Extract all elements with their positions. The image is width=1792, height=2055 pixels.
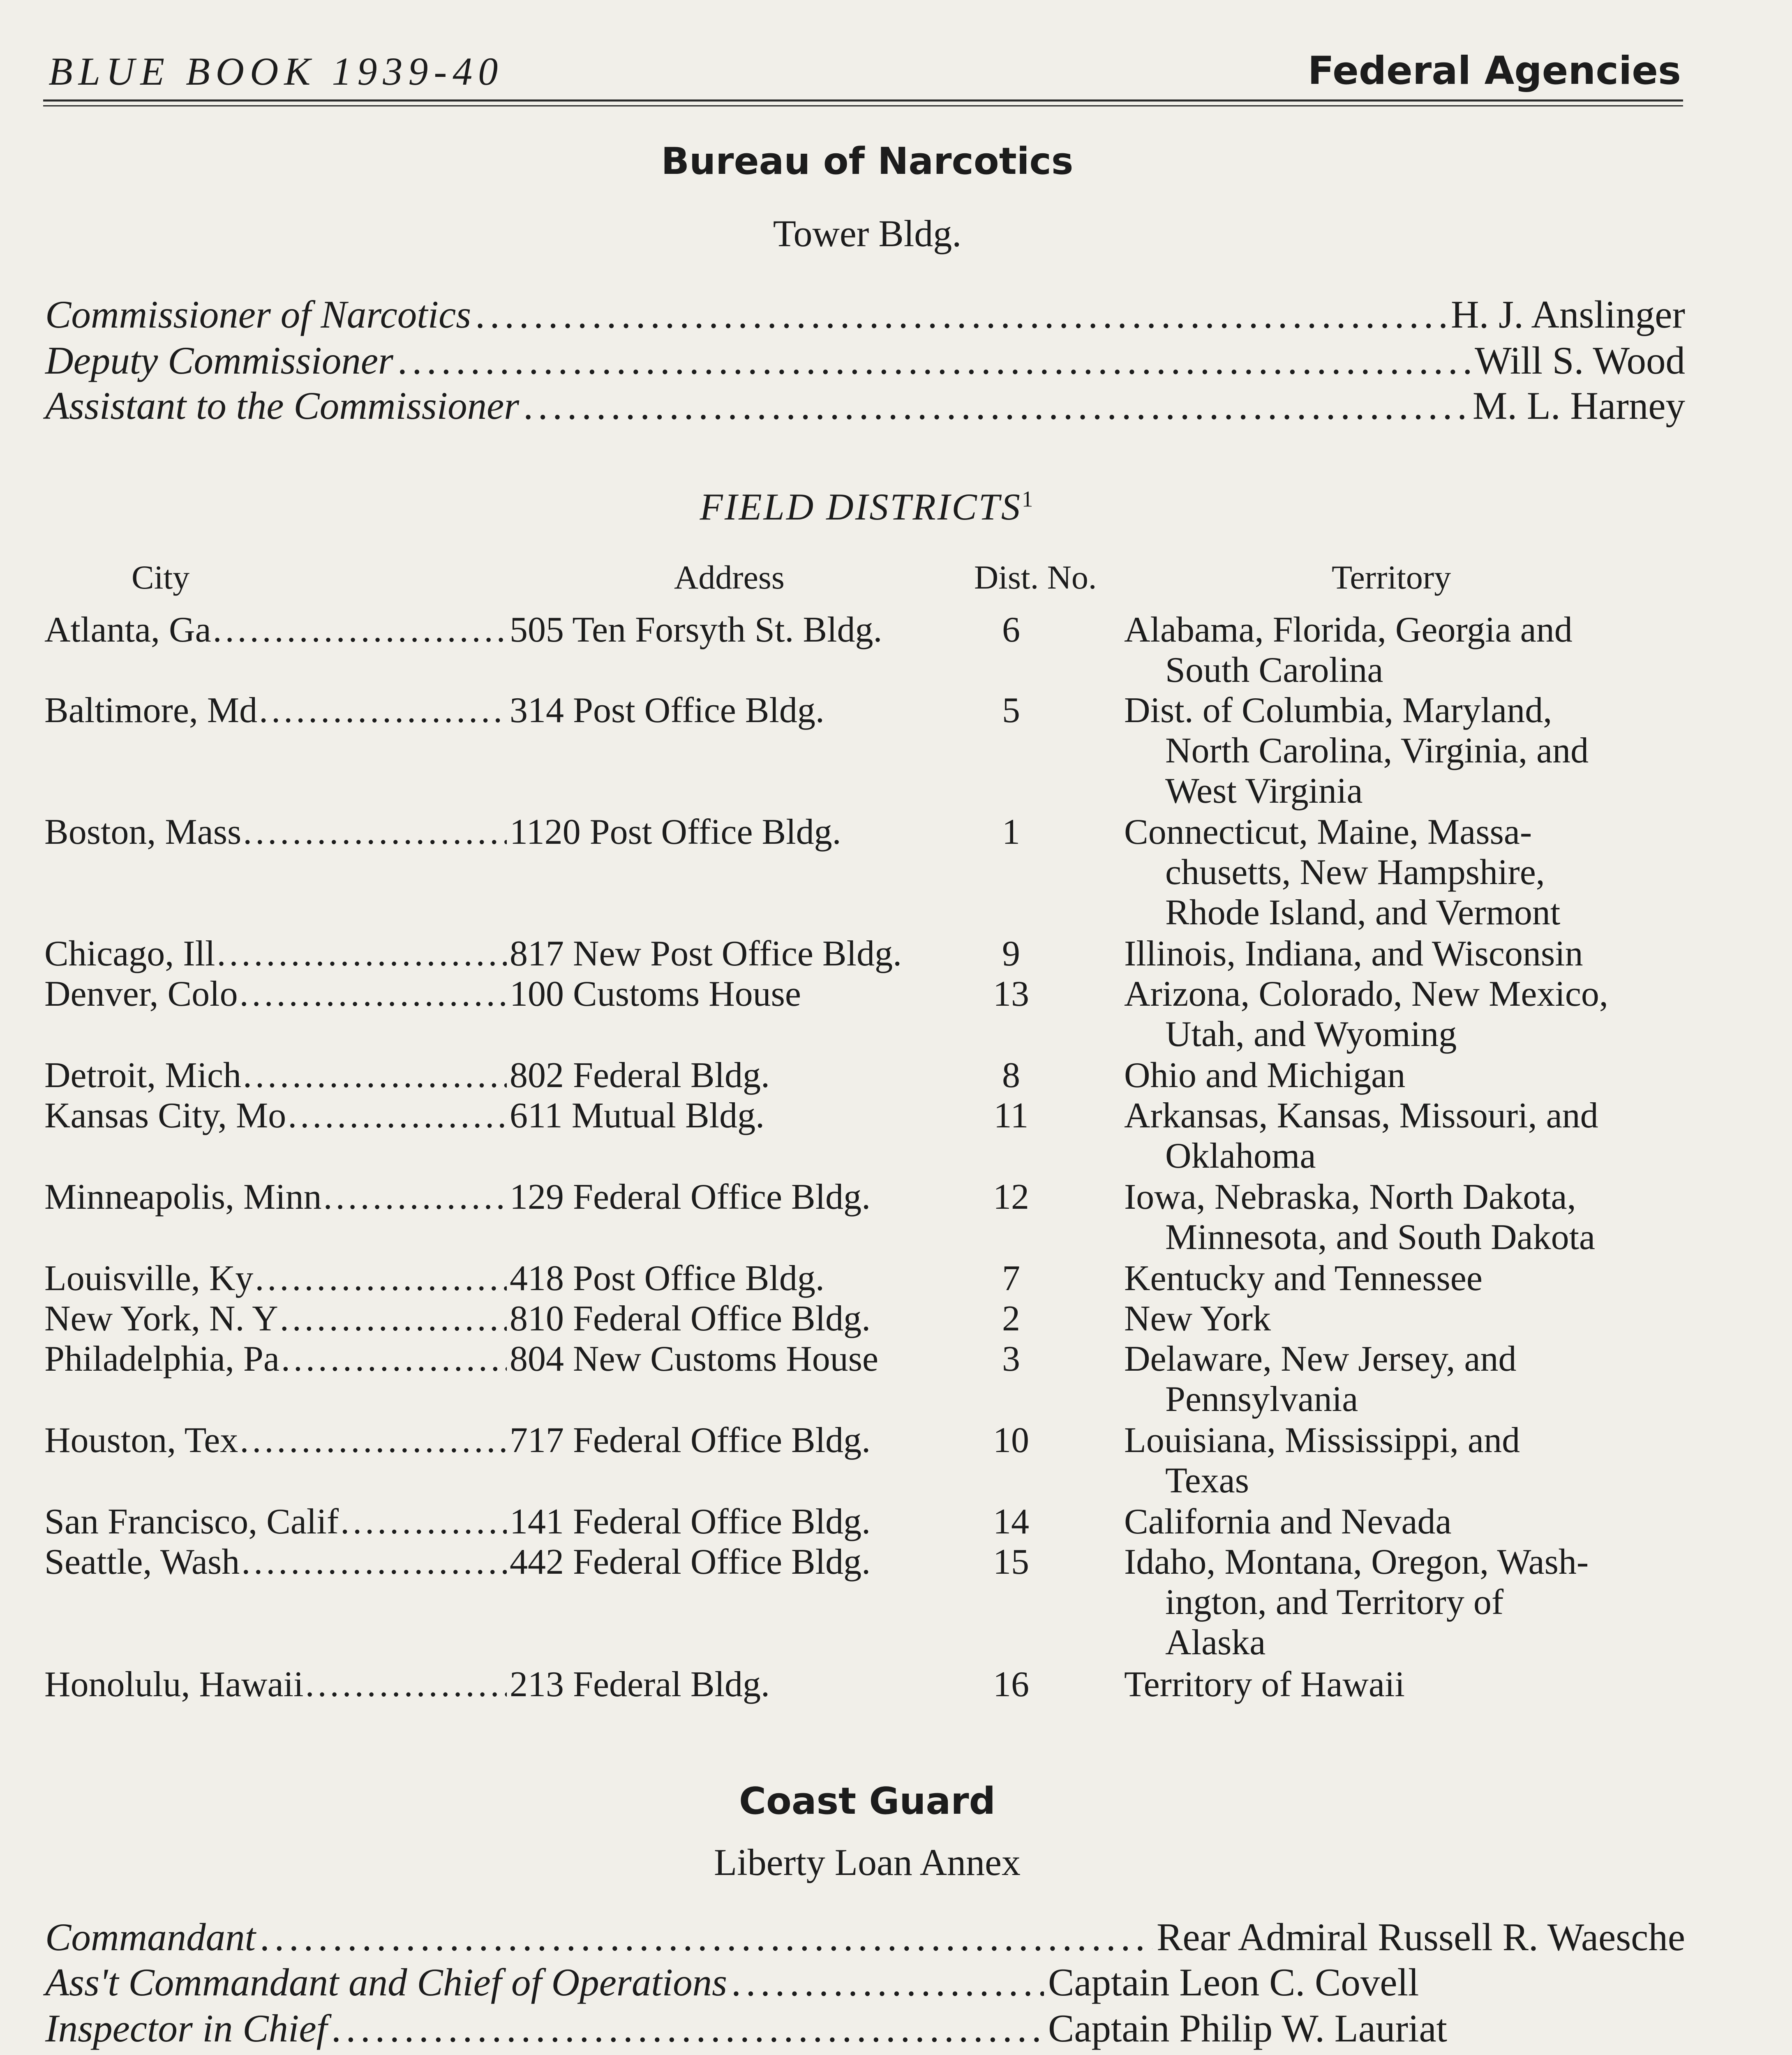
district-territory: Arkansas, Kansas, Missouri, and Oklahoma [1124, 1096, 1598, 1176]
footnote-ref: 1 [1021, 486, 1035, 512]
dot-leader [731, 1960, 1044, 2005]
coast-guard-title: Coast Guard [739, 1780, 996, 1823]
district-address: 505 Ten Forsyth St. Bldg. [510, 610, 882, 650]
district-city: New York, N. Y ..... [44, 1299, 507, 1339]
district-territory: Connecticut, Maine, Massa- chusetts, New Hampshire, Rhode Island, and Vermont [1124, 812, 1561, 933]
running-head-section: Federal Agencies [1307, 48, 1681, 93]
district-city: Philadelphia, Pa ..... [44, 1339, 507, 1379]
district-number: 15 [993, 1542, 1029, 1582]
official-name: Captain Philip W. Lauriat [1048, 2007, 1448, 2050]
district-number: 7 [1002, 1258, 1020, 1298]
district-address: 717 Federal Office Bldg. [510, 1420, 871, 1460]
col-header-territory: Territory [1332, 559, 1451, 596]
narcotics-official-row [45, 383, 1685, 428]
district-number: 16 [993, 1665, 1029, 1704]
official-title: Inspector in Chief [45, 2007, 328, 2050]
official-name: Captain Leon C. Covell [1048, 1960, 1419, 2004]
dot-leader [260, 1914, 1152, 1960]
district-territory: Ohio and Michigan [1124, 1055, 1406, 1095]
district-territory: Kentucky and Tennessee [1124, 1258, 1483, 1298]
narcotics-official-row [45, 292, 1685, 337]
narcotics-official-row [45, 338, 1685, 383]
col-header-city: City [132, 559, 190, 596]
district-territory: Illinois, Indiana, and Wisconsin [1124, 934, 1583, 974]
district-number: 10 [993, 1420, 1029, 1460]
district-address: 442 Federal Office Bldg. [510, 1542, 871, 1582]
header-rule-bottom [43, 105, 1683, 106]
district-city: Minneapolis, Minn ..... [44, 1177, 507, 1217]
district-city: Denver, Colo ..... [44, 974, 507, 1014]
district-number: 11 [993, 1096, 1029, 1136]
official-title: Ass't Commandant and Chief of Operations [45, 1960, 727, 2004]
district-city: Seattle, Wash ..... [44, 1542, 507, 1582]
district-city: Honolulu, Hawaii ..... [44, 1665, 507, 1705]
district-address: 802 Federal Bldg. [510, 1055, 770, 1095]
district-city: Baltimore, Md ..... [44, 690, 507, 731]
district-territory: Louisiana, Mississippi, and Texas [1124, 1420, 1520, 1501]
header-rule-top [43, 99, 1683, 102]
dot-leader [523, 383, 1469, 428]
narcotics-title: Bureau of Narcotics [661, 140, 1074, 183]
dot-leader [331, 2006, 1044, 2051]
district-territory: Delaware, New Jersey, and Pennsylvania [1124, 1339, 1517, 1419]
district-address: 129 Federal Office Bldg. [510, 1177, 871, 1217]
district-city: Detroit, Mich ..... [44, 1055, 507, 1096]
field-districts-heading [0, 485, 1734, 529]
district-number: 1 [1002, 812, 1020, 852]
district-address: 100 Customs House [510, 974, 801, 1014]
district-address: 141 Federal Office Bldg. [510, 1502, 871, 1542]
district-number: 8 [1002, 1055, 1020, 1095]
district-city: Chicago, Ill ..... [44, 934, 507, 974]
district-number: 12 [993, 1177, 1029, 1217]
district-number: 13 [993, 974, 1029, 1014]
district-territory: Territory of Hawaii [1124, 1665, 1405, 1704]
district-number: 6 [1002, 610, 1020, 650]
official-title: Assistant to the Commissioner [45, 384, 520, 427]
district-number: 14 [993, 1502, 1029, 1542]
district-address: 213 Federal Bldg. [510, 1665, 770, 1704]
district-city: Louisville, Ky ..... [44, 1258, 507, 1299]
district-address: 817 New Post Office Bldg. [510, 934, 902, 974]
district-city: Boston, Mass ..... [44, 812, 507, 852]
district-address: 611 Mutual Bldg. [510, 1096, 765, 1136]
district-address: 810 Federal Office Bldg. [510, 1299, 871, 1339]
district-territory: Dist. of Columbia, Maryland, North Carolina, Virginia, and West Virginia [1124, 690, 1589, 811]
dot-leader [475, 292, 1447, 337]
district-number: 9 [1002, 934, 1020, 974]
col-header-address: Address [674, 559, 785, 596]
dot-leader [397, 338, 1471, 383]
col-header-dist: Dist. No. [974, 559, 1097, 596]
district-address: 418 Post Office Bldg. [510, 1258, 824, 1298]
coast-guard-official-row [45, 1960, 1550, 2005]
official-name: M. L. Harney [1472, 384, 1685, 427]
official-name: Rear Admiral Russell R. Waesche [1156, 1915, 1685, 1959]
coast-guard-location: Liberty Loan Annex [714, 1841, 1021, 1883]
district-city: Houston, Tex ..... [44, 1420, 507, 1461]
district-number: 2 [1002, 1299, 1020, 1339]
district-number: 5 [1002, 690, 1020, 730]
official-title: Commissioner of Narcotics [45, 293, 471, 336]
official-title: Deputy Commissioner [45, 339, 394, 382]
district-number: 3 [1002, 1339, 1020, 1379]
district-city: Kansas City, Mo ..... [44, 1096, 507, 1136]
district-territory: Iowa, Nebraska, North Dakota, Minnesota, and South Dakota [1124, 1177, 1596, 1257]
field-districts-heading-text: FIELD DISTRICTS [700, 486, 1022, 528]
district-city: San Francisco, Calif ..... [44, 1502, 507, 1542]
district-city: Atlanta, Ga ..... [44, 610, 507, 650]
official-name: Will S. Wood [1475, 339, 1685, 382]
narcotics-location: Tower Bldg. [773, 212, 962, 254]
district-territory: California and Nevada [1124, 1502, 1452, 1542]
district-territory: Alabama, Florida, Georgia and South Carolina [1124, 610, 1573, 690]
coast-guard-official-row [45, 2006, 1550, 2051]
district-territory: Arizona, Colorado, New Mexico, Utah, and Wyoming [1124, 974, 1608, 1054]
official-title: Commandant [45, 1915, 256, 1959]
district-address: 1120 Post Office Bldg. [510, 812, 841, 852]
running-head-title: BLUE BOOK 1939-40 [48, 49, 504, 93]
district-address: 314 Post Office Bldg. [510, 690, 824, 730]
district-address: 804 New Customs House [510, 1339, 879, 1379]
district-territory: New York [1124, 1299, 1271, 1339]
coast-guard-official-row [45, 1914, 1685, 1960]
district-territory: Idaho, Montana, Oregon, Wash- ington, and Territory of Alaska [1124, 1542, 1589, 1662]
official-name: H. J. Anslinger [1451, 293, 1685, 336]
